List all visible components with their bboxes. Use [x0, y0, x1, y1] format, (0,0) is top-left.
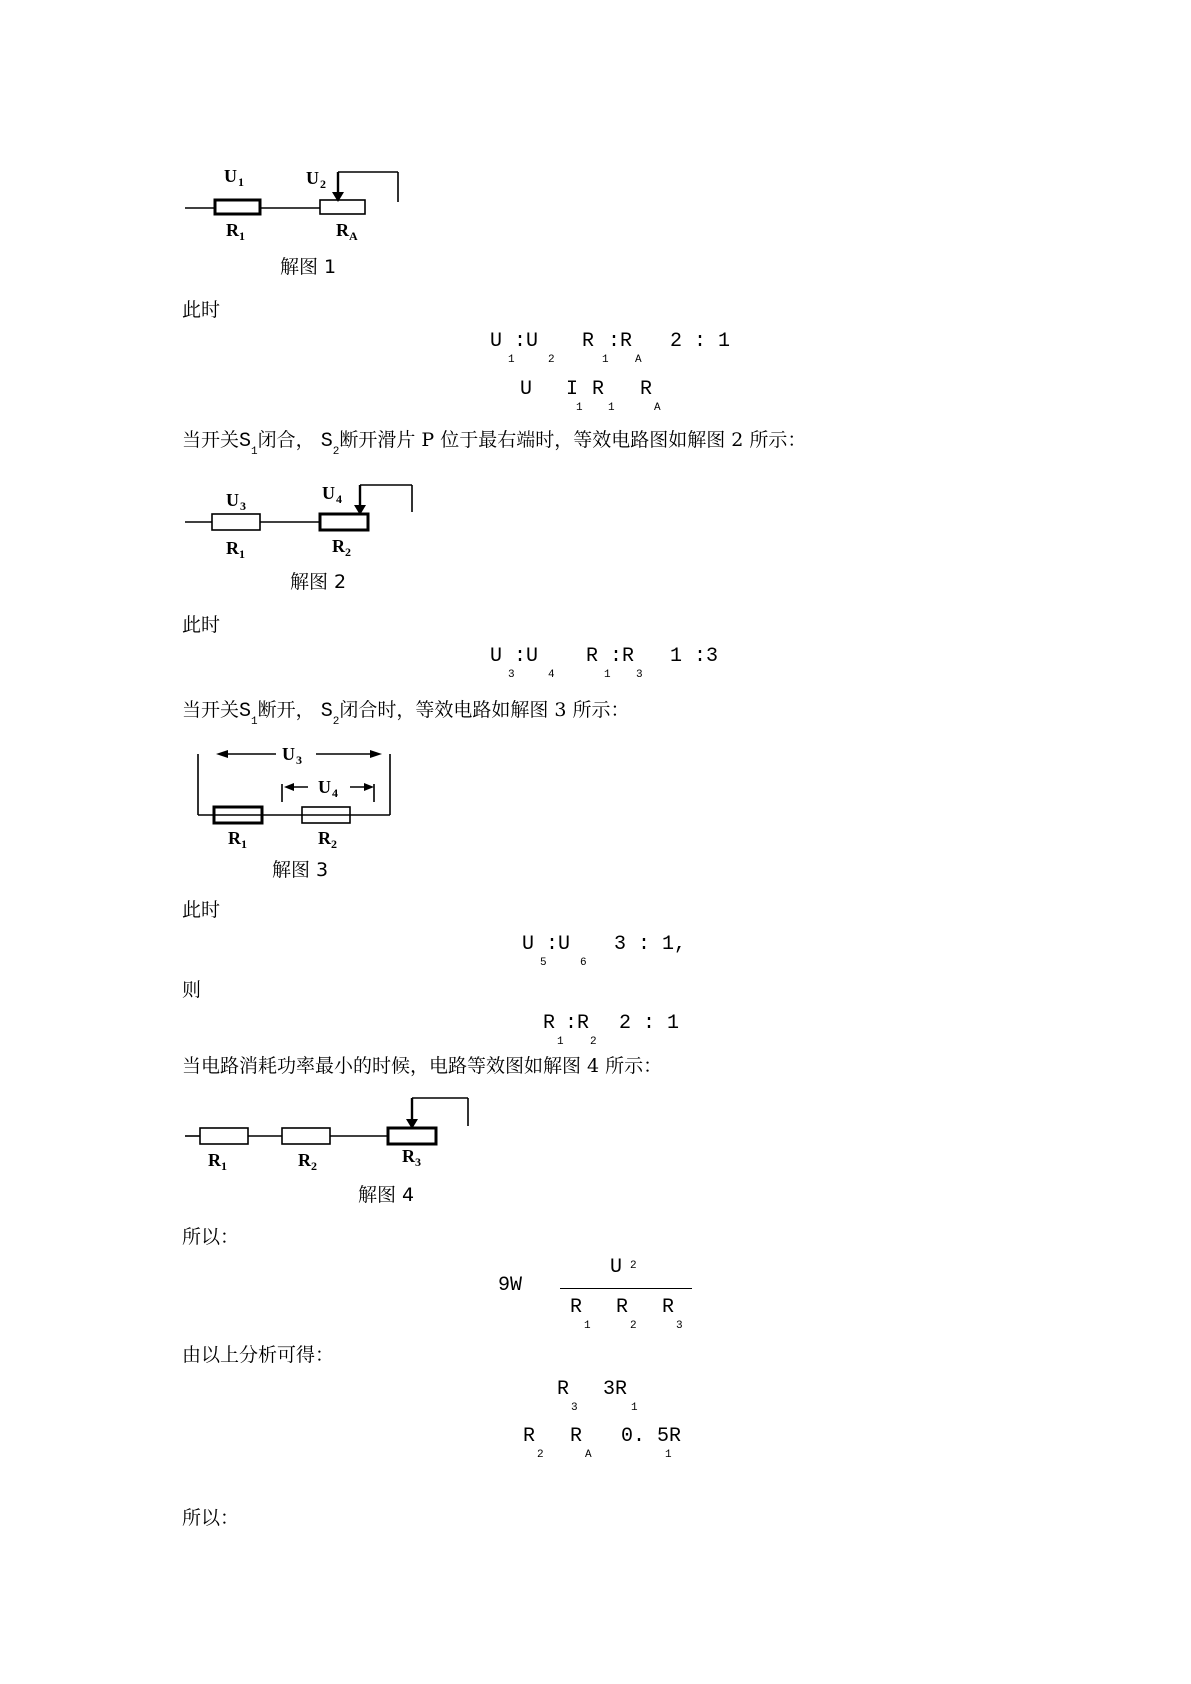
label-r1-sub-fig4: 1 — [221, 1159, 227, 1173]
equation-6: 9W U 2 R 1 R 2 R 3 — [498, 1256, 718, 1332]
label-r2-sub-fig4: 2 — [311, 1159, 317, 1173]
label-u4: U — [322, 483, 335, 503]
label-r1-sub-fig3: 1 — [241, 837, 247, 851]
label-r2-fig4: R — [298, 1150, 311, 1170]
label-u4-fig3: U — [318, 777, 331, 797]
label-r2-sub-fig2: 2 — [345, 545, 351, 559]
label-r3-sub-fig4: 3 — [415, 1155, 421, 1169]
label-u3-fig3: U — [282, 744, 295, 764]
paragraph-10: 所以： — [182, 1507, 240, 1529]
label-u3: U — [226, 490, 239, 510]
label-ra-sub: A — [349, 229, 358, 243]
label-r3-fig4: R — [402, 1146, 415, 1166]
equation-7: R 3 3R 1 — [557, 1378, 638, 1414]
figure-2-caption: 解图 2 — [290, 571, 347, 593]
paragraph-6: 则 — [182, 979, 202, 1001]
fraction-bar — [560, 1288, 692, 1289]
label-r2-fig2: R — [332, 536, 345, 556]
label-u2-sub: 2 — [320, 177, 326, 191]
circuit-figure-4 — [180, 1094, 480, 1174]
paragraph-2: 当开关$S_1$闭合， $S_2$断开滑片 P 位于最右端时，等效电路图如解图 2 所示： — [182, 429, 807, 458]
paragraph-4: 当开关$S_1$断开， $S_2$闭合时，等效电路如解图 3 所示： — [182, 699, 630, 728]
equation-3: U 3 :U 4 R 1 :R 3 1 :3 — [490, 645, 719, 681]
equation-5: R 1 :R 2 2 : 1 — [543, 1012, 680, 1048]
label-r2-fig3: R — [318, 828, 331, 848]
paragraph-8: 所以： — [182, 1226, 240, 1248]
label-r1-fig3: R — [228, 828, 241, 848]
label-ra: R — [336, 220, 349, 240]
paragraph-1: 此时 — [182, 299, 221, 321]
label-r1: R — [226, 220, 239, 240]
label-r1-sub: 1 — [239, 229, 245, 243]
label-r1-sub-fig2: 1 — [239, 547, 245, 561]
label-u1-sub: 1 — [238, 175, 244, 189]
label-r2-sub-fig3: 2 — [331, 837, 337, 851]
equation-2: U I 1 R 1 R A — [520, 378, 661, 414]
circuit-figure-3 — [190, 742, 410, 852]
paragraph-3: 此时 — [182, 614, 221, 636]
equation-1: U 1 :U 2 R 1 :R A 2 : 1 — [490, 330, 731, 366]
label-u4-sub-fig3: 4 — [332, 786, 338, 800]
paragraph-9: 由以上分析可得： — [182, 1344, 335, 1366]
label-r1-fig2: R — [226, 538, 239, 558]
label-r1-fig4: R — [208, 1150, 221, 1170]
label-u3-sub-fig3: 3 — [296, 753, 302, 767]
label-u1: U — [224, 166, 237, 186]
equation-4: U 5 :U 6 3 : 1, — [522, 933, 687, 969]
equation-8: R 2 R A 0. 5R 1 — [523, 1425, 682, 1461]
paragraph-7: 当电路消耗功率最小的时候，电路等效图如解图 4 所示： — [182, 1055, 663, 1077]
paragraph-5: 此时 — [182, 899, 221, 921]
figure-1-caption: 解图 1 — [280, 256, 337, 278]
figure-3-caption: 解图 3 — [272, 859, 329, 881]
figure-4-caption: 解图 4 — [358, 1184, 415, 1206]
circuit-figure-2 — [180, 480, 420, 570]
label-u4-sub: 4 — [336, 492, 342, 506]
label-u3-sub: 3 — [240, 499, 246, 513]
label-u2: U — [306, 168, 319, 188]
